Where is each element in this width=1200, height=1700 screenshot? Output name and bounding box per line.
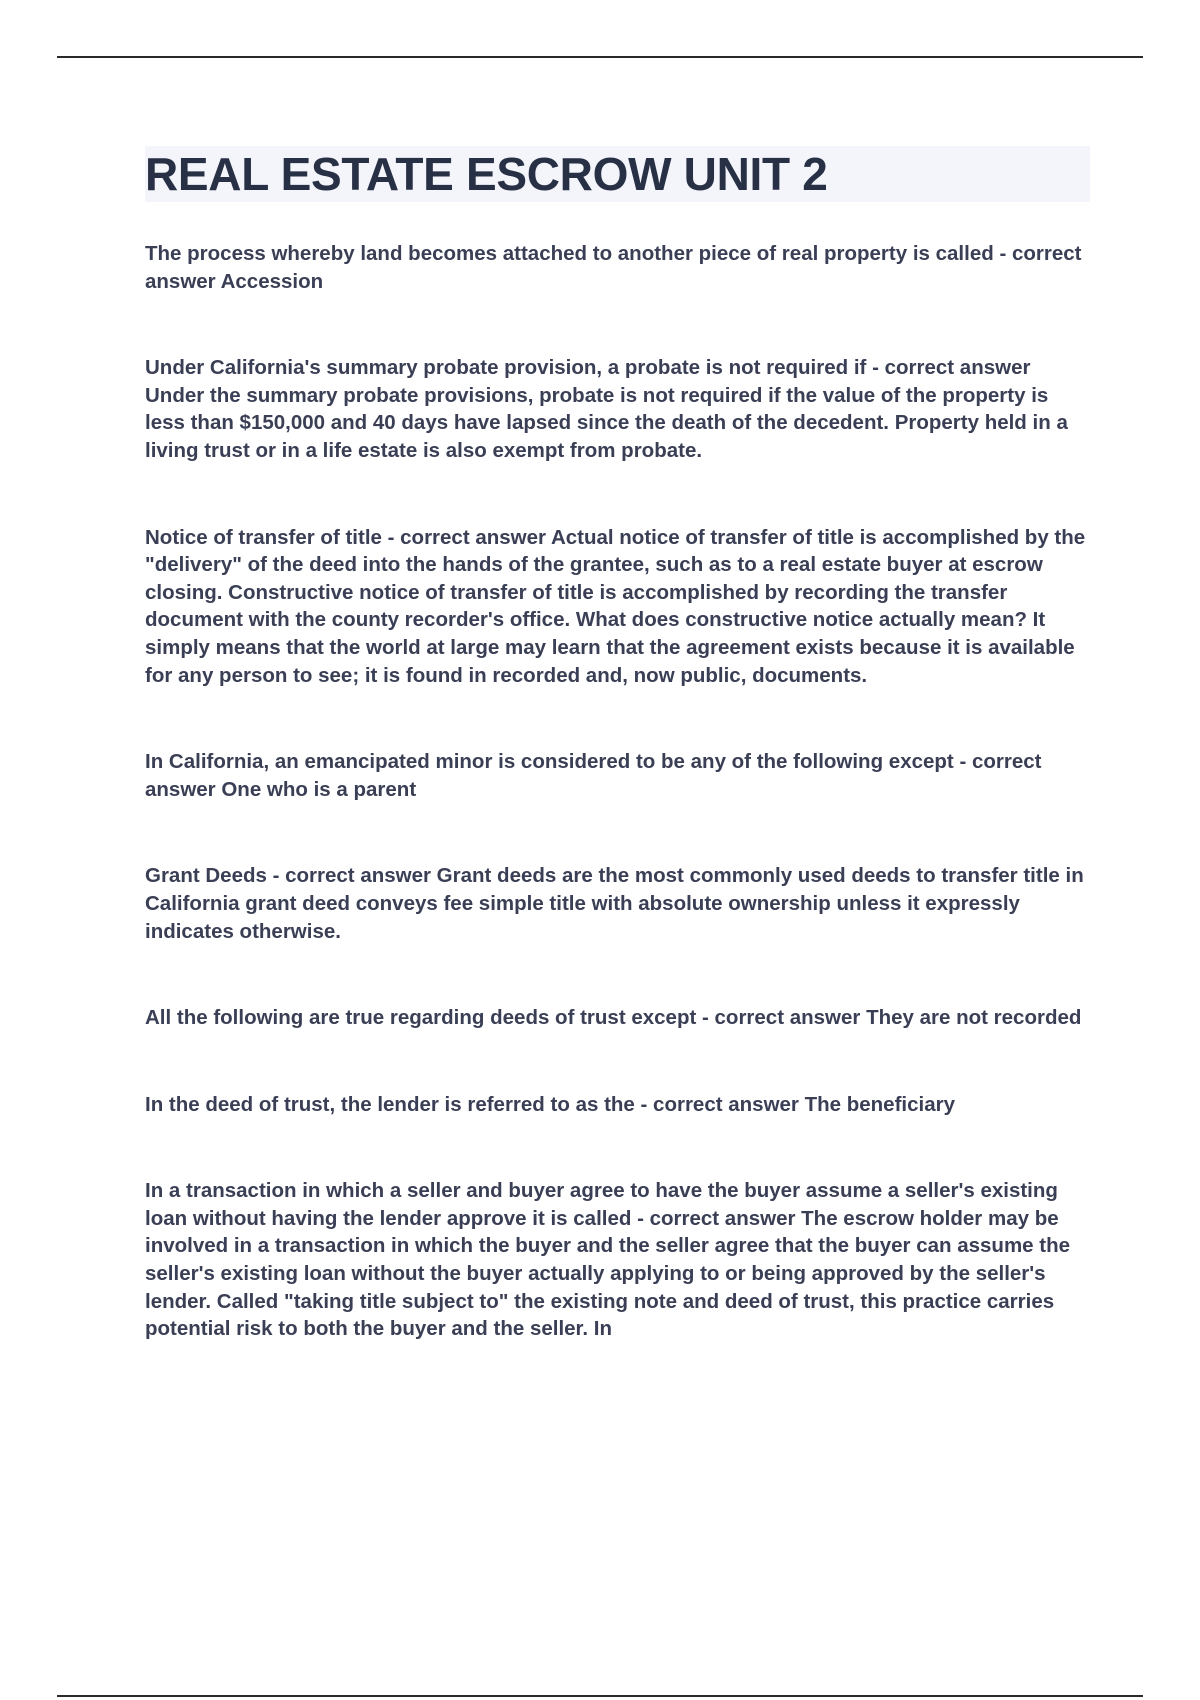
answer-separator: - correct answer (381, 525, 551, 549)
title-banner (145, 146, 1090, 202)
question-text: Grant Deeds (145, 864, 267, 888)
answer-text: Under the summary probate provisions, probate is not required if the value of the property is less than $150,000 and 40 days have lapsed since the death of the decedent. Property held in a living trust or in a life estate is also exempt from probate. (145, 383, 1068, 462)
qa-item (145, 862, 1090, 945)
answer-separator: - correct answer (631, 1206, 802, 1230)
answer-text: One who is a parent (221, 777, 417, 801)
answer-separator: - correct answer (145, 750, 1042, 801)
qa-list (145, 240, 1090, 1343)
document-page (145, 146, 1090, 1402)
qa-item (145, 1091, 1090, 1119)
top-rule (57, 56, 1143, 58)
question-text: The process whereby land becomes attached to another piece of real property is called (145, 242, 994, 265)
question-text: In the deed of trust, the lender is referred to as the (145, 1092, 635, 1116)
question-text: Under California's summary probate provision, a probate is not required if (145, 356, 867, 380)
bottom-rule (57, 1695, 1143, 1697)
answer-separator: - correct answer (266, 864, 437, 888)
answer-text: Accession (220, 269, 324, 293)
answer-separator: - correct answer (866, 356, 1031, 380)
qa-item (145, 524, 1090, 690)
document-title: REAL ESTATE ESCROW UNIT 2 (145, 148, 828, 200)
qa-item (145, 1177, 1090, 1343)
question-text: Notice of transfer of title (145, 525, 382, 549)
qa-item (145, 1004, 1090, 1032)
qa-item (145, 354, 1090, 464)
qa-item (145, 240, 1090, 295)
answer-text: The beneficiary (804, 1092, 955, 1116)
answer-text: They are not recorded (866, 1006, 1082, 1030)
question-text: In a transaction in which a seller and buyer agree to have the buyer assume a seller's existing loan without having the lender approve it is called (145, 1179, 1058, 1230)
answer-separator: - correct answer (696, 1006, 867, 1030)
qa-item (145, 748, 1090, 803)
answer-text: Actual notice of transfer of title is accomplished by the "delivery" of the deed into the hands of the grantee, such as to a real estate buyer at escrow closing. Constructive notice of transfer of title is accomplished by recording the transfer document with the county recorder's office. What does constructive notice actually mean? It simply means that the world at large may learn that the agreement exists because it is available for any person to see; it is found in recorded and, now public, documents. (145, 525, 1086, 687)
answer-separator: - correct answer (145, 242, 1082, 293)
answer-text: The escrow holder may be involved in a transaction in which the buyer and the seller agree that the buyer can assume the seller's existing loan without the buyer actually applying to or being approved by the seller's lender. Called "taking title subject to" the existing note and deed of trust, this practice carries potential risk to both the buyer and the seller. In (145, 1206, 1071, 1341)
question-text: All the following are true regarding deeds of trust except (145, 1006, 697, 1030)
answer-separator: - correct answer (634, 1092, 805, 1116)
answer-text: Grant deeds are the most commonly used deeds to transfer title in California grant deed conveys fee simple title with absolute ownership unless it expressly indicates otherwise. (145, 864, 1084, 943)
question-text: In California, an emancipated minor is considered to be any of the following except (145, 750, 954, 774)
